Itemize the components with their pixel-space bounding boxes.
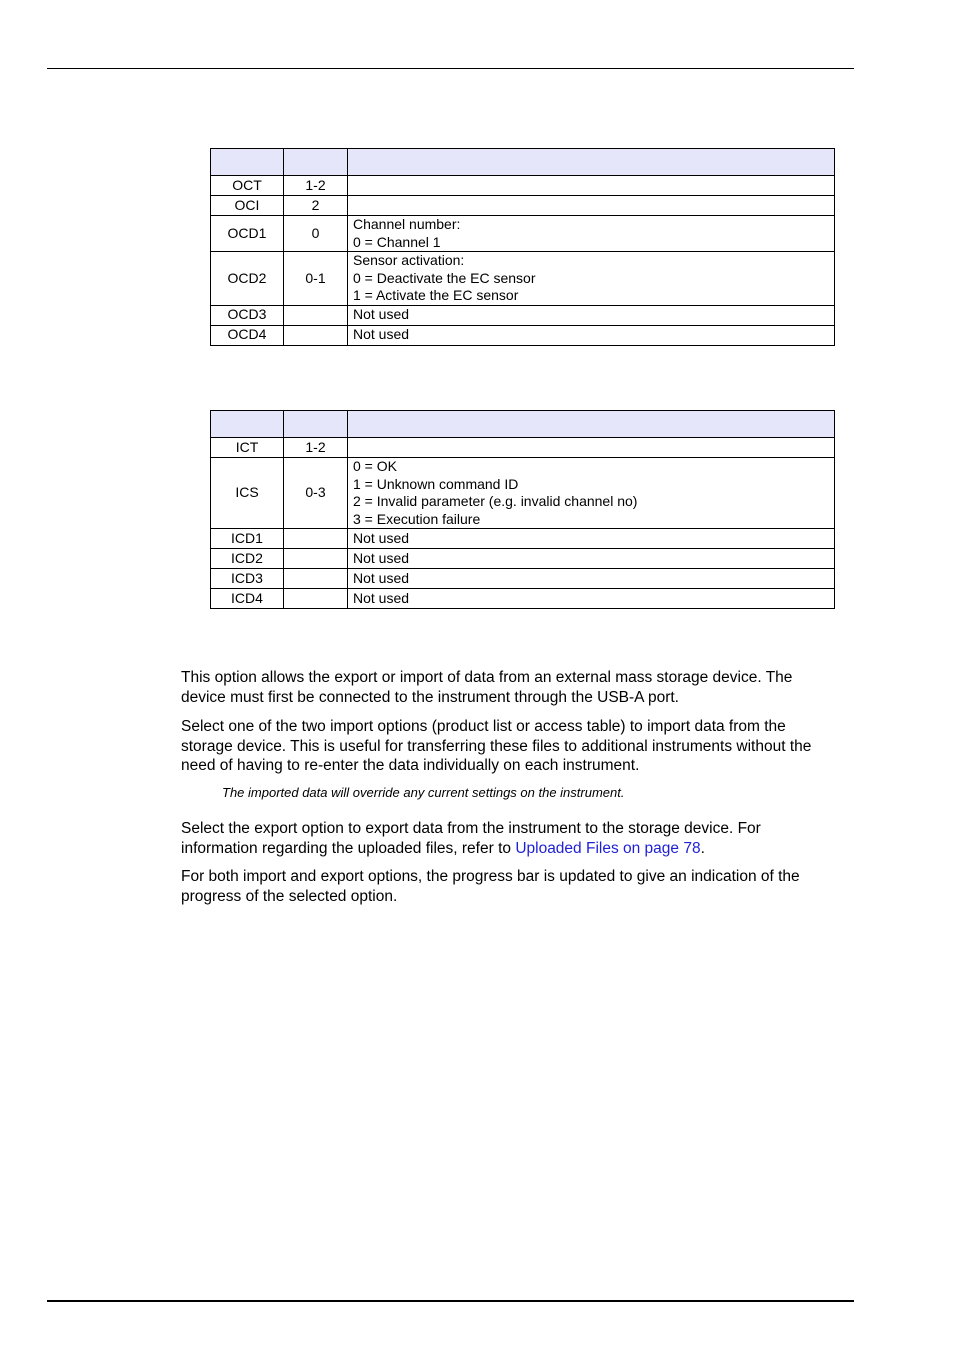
header-cell xyxy=(284,411,348,438)
description-line: Not used xyxy=(353,326,410,343)
description-line: 2 = Invalid parameter (e.g. invalid channel no) xyxy=(353,493,638,509)
description-line: Not used xyxy=(353,306,410,323)
param-description-cell xyxy=(348,252,835,306)
table-row xyxy=(211,176,835,196)
progress-paragraph: For both import and export options, the progress bar is updated to give an indication of the progress of the selected option. xyxy=(181,868,800,905)
param-description-cell xyxy=(348,196,835,216)
description-line: Not used xyxy=(353,569,410,586)
table-row xyxy=(211,325,835,345)
param-value-cell: 1-2 xyxy=(284,438,348,458)
param-value-cell: 0 xyxy=(284,216,348,252)
header-cell xyxy=(211,411,284,438)
param-name-cell: OCD1 xyxy=(211,216,284,252)
export-text: Select the export option to export data from the instrument to the storage device. For information regarding the uploaded files, refer to xyxy=(181,820,761,857)
param-name-cell: ICT xyxy=(211,438,284,458)
param-value-cell xyxy=(284,589,348,609)
input-command-table xyxy=(210,410,835,609)
param-name-cell: OCD3 xyxy=(211,305,284,325)
param-description-cell xyxy=(348,529,835,549)
table-header-row xyxy=(211,411,835,438)
description-line: Not used xyxy=(353,549,410,566)
param-description-cell xyxy=(348,216,835,252)
table-row xyxy=(211,458,835,529)
param-name-cell: ICD4 xyxy=(211,589,284,609)
export-text-end: . xyxy=(700,839,705,857)
param-name-cell: ICD2 xyxy=(211,549,284,569)
import-note: The imported data will override any current settings on the instrument. xyxy=(222,785,625,800)
param-description-cell xyxy=(348,325,835,345)
description-line: 1 = Activate the EC sensor xyxy=(353,287,519,303)
import-paragraph: Select one of the two import options (product list or access table) to import data from the storage device. This is useful for transferring these files to additional instruments without the need of having to re-enter the data individually on each instrument. xyxy=(181,718,812,774)
description-line: 3 = Execution failure xyxy=(353,510,481,527)
header-cell xyxy=(348,411,835,438)
description-line: Not used xyxy=(353,529,410,546)
uploaded-files-link[interactable]: Uploaded Files on page 78 xyxy=(515,839,701,857)
param-description-cell xyxy=(348,438,835,458)
param-name-cell: ICD1 xyxy=(211,529,284,549)
param-name-cell: OCD2 xyxy=(211,252,284,306)
intro-paragraph: This option allows the export or import of data from an external mass storage device. The device must first be connected to the instrument through the USB-A port. xyxy=(181,669,793,706)
param-value-cell xyxy=(284,569,348,589)
description-line: 0 = Deactivate the EC sensor xyxy=(353,269,536,286)
table-row xyxy=(211,529,835,549)
header-cell xyxy=(284,149,348,176)
table-row xyxy=(211,196,835,216)
param-name-cell: ICS xyxy=(211,458,284,529)
param-name-cell: OCI xyxy=(211,196,284,216)
param-value-cell: 0-3 xyxy=(284,458,348,529)
param-value-cell: 0-1 xyxy=(284,252,348,306)
param-description-cell xyxy=(348,305,835,325)
table-header-row xyxy=(211,149,835,176)
table-row xyxy=(211,216,835,252)
param-value-cell: 2 xyxy=(284,196,348,216)
param-description-cell xyxy=(348,458,835,529)
table-row xyxy=(211,252,835,306)
param-value-cell xyxy=(284,529,348,549)
header-cell xyxy=(211,149,284,176)
output-command-table xyxy=(210,148,835,346)
param-value-cell: 1-2 xyxy=(284,176,348,196)
param-description-cell xyxy=(348,569,835,589)
description-line: Not used xyxy=(353,589,410,606)
param-description-cell xyxy=(348,589,835,609)
param-value-cell xyxy=(284,549,348,569)
description-line: Channel number: xyxy=(353,216,461,232)
export-paragraph xyxy=(181,819,841,858)
description-line: 1 = Unknown command ID xyxy=(353,475,519,492)
param-name-cell: OCT xyxy=(211,176,284,196)
footer-rule xyxy=(47,1300,854,1302)
description-line: 0 = Channel 1 xyxy=(353,233,441,250)
description-line: 0 = OK xyxy=(353,458,397,474)
table-row xyxy=(211,305,835,325)
param-value-cell xyxy=(284,325,348,345)
param-value-cell xyxy=(284,305,348,325)
param-name-cell: OCD4 xyxy=(211,325,284,345)
param-description-cell xyxy=(348,176,835,196)
table-row xyxy=(211,438,835,458)
table-row xyxy=(211,549,835,569)
header-cell xyxy=(348,149,835,176)
table-row xyxy=(211,589,835,609)
param-name-cell: ICD3 xyxy=(211,569,284,589)
header-rule xyxy=(47,68,854,69)
param-description-cell xyxy=(348,549,835,569)
table-row xyxy=(211,569,835,589)
description-line: Sensor activation: xyxy=(353,252,465,268)
